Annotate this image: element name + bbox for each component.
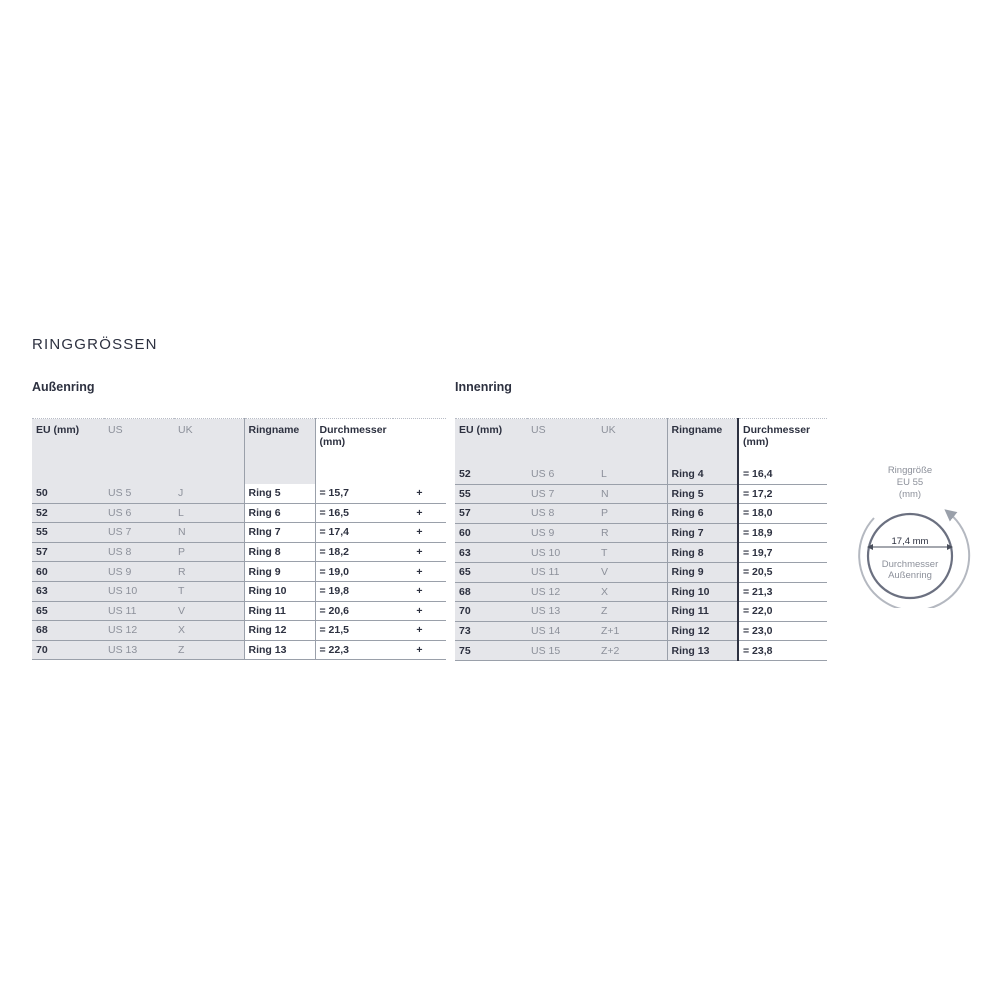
eu-cell: 60 xyxy=(32,562,104,582)
table-row xyxy=(32,484,446,504)
diameter-column-header: Durchmesser (mm) xyxy=(315,419,393,484)
diameter-cell: = 19,8 xyxy=(315,581,393,601)
us-cell: US 11 xyxy=(104,601,174,621)
us-cell: US 15 xyxy=(527,641,597,661)
uk-cell: L xyxy=(597,465,667,485)
diameter-cell: = 17,2 xyxy=(738,484,827,504)
uk-cell: N xyxy=(174,523,244,543)
uk-cell: X xyxy=(174,621,244,641)
eu-cell: 57 xyxy=(455,504,527,524)
plus-cell: + xyxy=(393,484,446,504)
ringname-cell: Ring 13 xyxy=(244,640,315,660)
uk-cell: Z+2 xyxy=(597,641,667,661)
us-cell: US 8 xyxy=(527,504,597,524)
plus-cell: + xyxy=(393,640,446,660)
eu-cell: 52 xyxy=(32,503,104,523)
table-row xyxy=(32,621,446,641)
diagram-unit-label: (mm) xyxy=(898,489,922,500)
ringname-cell: Ring 11 xyxy=(667,602,738,622)
table-row xyxy=(455,523,827,543)
table-row xyxy=(32,562,446,582)
plus-cell: + xyxy=(393,601,446,621)
ringname-cell: Ring 5 xyxy=(667,484,738,504)
us-cell: US 5 xyxy=(104,484,174,504)
table-row xyxy=(32,640,446,660)
us-cell: US 6 xyxy=(104,503,174,523)
diameter-cell: = 22,3 xyxy=(315,640,393,660)
outer-ring-size-table xyxy=(32,418,446,660)
uk-cell: T xyxy=(174,581,244,601)
plus-cell: + xyxy=(393,503,446,523)
us-cell: US 13 xyxy=(527,602,597,622)
eu-cell: 73 xyxy=(455,621,527,641)
uk-column-header: UK xyxy=(174,419,244,484)
eu-cell: 65 xyxy=(455,562,527,582)
uk-cell: N xyxy=(597,484,667,504)
eu-cell: 55 xyxy=(32,523,104,543)
diameter-cell: = 16,5 xyxy=(315,503,393,523)
diameter-cell: = 19,7 xyxy=(738,543,827,563)
uk-cell: R xyxy=(174,562,244,582)
uk-cell: R xyxy=(597,523,667,543)
plus-column-header xyxy=(393,419,446,484)
eu-cell: 57 xyxy=(32,542,104,562)
eu-cell: 55 xyxy=(455,484,527,504)
diagram-measure-label: 17,4 mm xyxy=(891,536,929,547)
diameter-cell: = 23,8 xyxy=(738,641,827,661)
eu-cell: 60 xyxy=(455,523,527,543)
diameter-column-header: Durchmesser (mm) xyxy=(738,419,827,465)
uk-cell: Z xyxy=(174,640,244,660)
diameter-cell: = 21,3 xyxy=(738,582,827,602)
us-cell: US 12 xyxy=(527,582,597,602)
us-cell: US 10 xyxy=(104,581,174,601)
uk-cell: T xyxy=(597,543,667,563)
uk-cell: P xyxy=(174,542,244,562)
table-row xyxy=(32,581,446,601)
eu-column-header: EU (mm) xyxy=(455,419,527,465)
ringname-cell: Ring 8 xyxy=(667,543,738,563)
inner-ring-heading: Innenring xyxy=(455,380,512,394)
uk-cell: Z+1 xyxy=(597,621,667,641)
uk-cell: V xyxy=(597,562,667,582)
eu-cell: 52 xyxy=(455,465,527,485)
table-row xyxy=(455,562,827,582)
inner-ring-circle xyxy=(868,514,952,598)
diameter-cell: = 20,5 xyxy=(738,562,827,582)
diameter-cell: = 22,0 xyxy=(738,602,827,622)
eu-column-header: EU (mm) xyxy=(32,419,104,484)
table-row xyxy=(455,621,827,641)
us-cell: US 9 xyxy=(104,562,174,582)
page-title: RINGGRÖSSEN xyxy=(32,336,158,353)
diameter-cell: = 23,0 xyxy=(738,621,827,641)
uk-cell: L xyxy=(174,503,244,523)
plus-cell: + xyxy=(393,621,446,641)
uk-column-header: UK xyxy=(597,419,667,465)
diameter-cell: = 18,9 xyxy=(738,523,827,543)
table-row xyxy=(32,601,446,621)
uk-cell: X xyxy=(597,582,667,602)
eu-cell: 68 xyxy=(32,621,104,641)
outer-table-body xyxy=(32,484,446,660)
us-cell: US 14 xyxy=(527,621,597,641)
plus-cell: + xyxy=(393,523,446,543)
ring-size-diagram xyxy=(840,458,980,608)
ringname-cell: Ring 12 xyxy=(667,621,738,641)
diameter-cell: = 20,6 xyxy=(315,601,393,621)
us-cell: US 13 xyxy=(104,640,174,660)
table-row xyxy=(32,542,446,562)
us-cell: US 7 xyxy=(527,484,597,504)
ringname-cell: Ring 11 xyxy=(244,601,315,621)
diagram-diameter-label: Durchmesser xyxy=(881,559,939,570)
diameter-cell: = 18,0 xyxy=(738,504,827,524)
eu-cell: 68 xyxy=(455,582,527,602)
eu-cell: 70 xyxy=(32,640,104,660)
ringname-column-header: Ringname xyxy=(667,419,738,465)
outer-ring-heading: Außenring xyxy=(32,380,95,394)
us-cell: US 10 xyxy=(527,543,597,563)
table-row xyxy=(455,641,827,661)
eu-cell: 75 xyxy=(455,641,527,661)
diameter-cell: = 15,7 xyxy=(315,484,393,504)
table-row xyxy=(455,543,827,563)
us-column-header: US xyxy=(527,419,597,465)
table-header-row xyxy=(32,419,446,484)
diagram-size-label: Ringgröße xyxy=(887,465,933,476)
eu-cell: 65 xyxy=(32,601,104,621)
ringname-cell: Ring 9 xyxy=(244,562,315,582)
ringname-cell: Ring 13 xyxy=(667,641,738,661)
eu-cell: 50 xyxy=(32,484,104,504)
diameter-cell: = 18,2 xyxy=(315,542,393,562)
diagram-eu-label: EU 55 xyxy=(896,477,924,488)
us-cell: US 12 xyxy=(104,621,174,641)
us-cell: US 11 xyxy=(527,562,597,582)
us-cell: US 8 xyxy=(104,542,174,562)
uk-cell: V xyxy=(174,601,244,621)
ringname-cell: Ring 5 xyxy=(244,484,315,504)
table-header-row xyxy=(455,419,827,465)
ringname-cell: Ring 7 xyxy=(667,523,738,543)
diagram-outer-ring-label: Außenring xyxy=(888,570,932,581)
eu-cell: 63 xyxy=(455,543,527,563)
table-row xyxy=(455,484,827,504)
ringname-cell: Ring 4 xyxy=(667,465,738,485)
ringname-cell: Ring 10 xyxy=(667,582,738,602)
plus-cell: + xyxy=(393,542,446,562)
uk-cell: P xyxy=(597,504,667,524)
uk-cell: Z xyxy=(597,602,667,622)
table-row xyxy=(455,582,827,602)
diameter-cell: = 16,4 xyxy=(738,465,827,485)
us-cell: US 9 xyxy=(527,523,597,543)
ringname-column-header: Ringname xyxy=(244,419,315,484)
us-cell: US 7 xyxy=(104,523,174,543)
table-row xyxy=(455,465,827,485)
ringname-cell: RIng 7 xyxy=(244,523,315,543)
inner-ring-size-table xyxy=(455,418,827,661)
diameter-cell: = 19,0 xyxy=(315,562,393,582)
table-row xyxy=(32,523,446,543)
ringname-cell: Ring 12 xyxy=(244,621,315,641)
ringname-cell: Ring 6 xyxy=(667,504,738,524)
diameter-cell: = 21,5 xyxy=(315,621,393,641)
table-row xyxy=(455,602,827,622)
table-row xyxy=(455,504,827,524)
eu-cell: 70 xyxy=(455,602,527,622)
eu-cell: 63 xyxy=(32,581,104,601)
plus-cell: + xyxy=(393,562,446,582)
table-row xyxy=(32,503,446,523)
inner-table-body xyxy=(455,465,827,661)
ringname-cell: Ring 10 xyxy=(244,581,315,601)
ringname-cell: Ring 9 xyxy=(667,562,738,582)
plus-cell: + xyxy=(393,581,446,601)
ringname-cell: Ring 8 xyxy=(244,542,315,562)
us-column-header: US xyxy=(104,419,174,484)
diameter-cell: = 17,4 xyxy=(315,523,393,543)
us-cell: US 6 xyxy=(527,465,597,485)
uk-cell: J xyxy=(174,484,244,504)
ringname-cell: Ring 6 xyxy=(244,503,315,523)
